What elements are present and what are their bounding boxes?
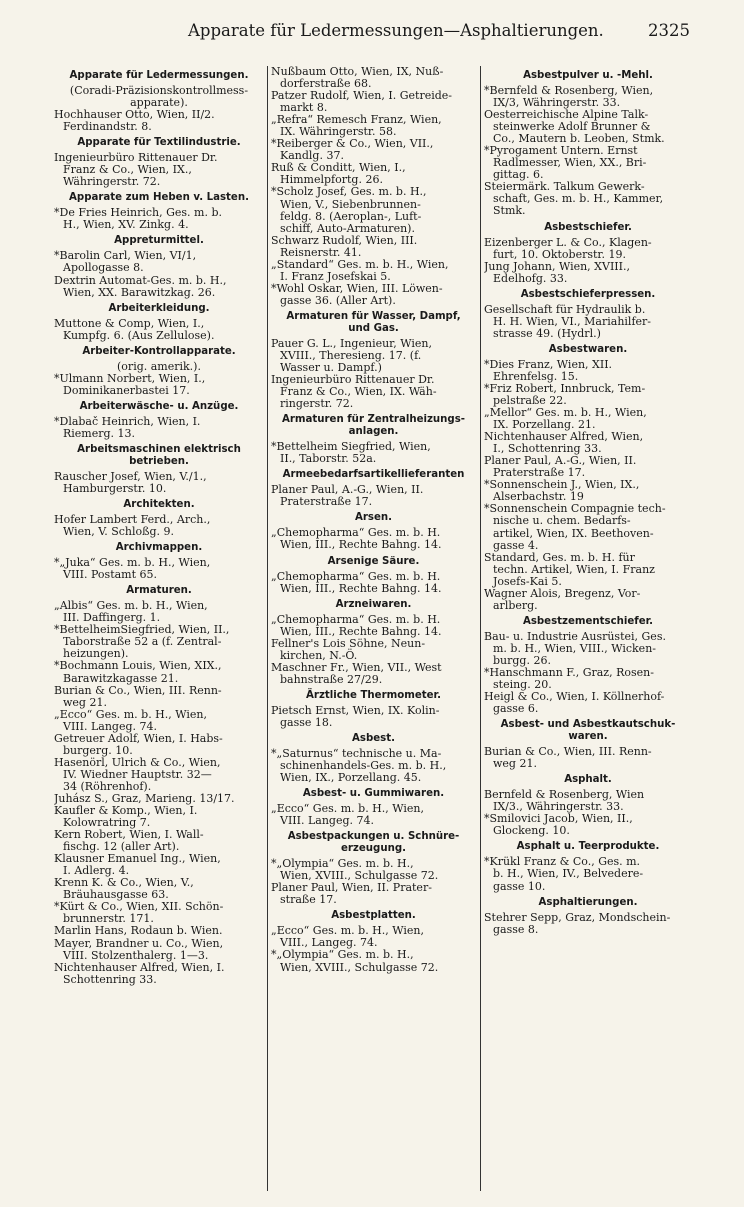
directory-entry: Pietsch Ernst, Wien, IX. Kolin- gasse 18. xyxy=(271,703,440,729)
directory-entry: Steiermärk. Talkum Gewerk- schaft, Ges. m. b. H., Kammer, Stmk. xyxy=(484,180,664,218)
section-heading: Apparate für Textilindustrie. xyxy=(77,137,241,149)
section-note: (Coradi-Präzisionskontrollmess- apparate). xyxy=(69,84,249,110)
running-title: Apparate für Ledermessungen—Asphaltierungen. xyxy=(188,21,604,40)
section-heading: Arbeiterwäsche- u. Anzüge. xyxy=(79,400,239,412)
directory-entry: „Chemopharma“ Ges. m. b. H. Wien, III., Rechte Bahng. 14. xyxy=(271,612,442,638)
section-heading: Arbeitsmaschinen elektrisch betrieben. xyxy=(77,443,241,467)
directory-entry: Planer Paul, A.-G., Wien, II. Praterstraße 17. xyxy=(484,454,637,480)
directory-entry: „Refra“ Remesch Franz, Wien, IX. Währingerstr. 58. xyxy=(271,113,442,139)
column-1 xyxy=(54,66,264,1191)
directory-entry: *„Juka“ Ges. m. b. H., Wien, VIII. Postamt 65. xyxy=(54,556,211,582)
section-heading: Arsenige Säure. xyxy=(327,555,420,567)
directory-entry: Dextrin Automat-Ges. m. b. H., Wien, XX. Barawitzkag. 26. xyxy=(54,273,227,299)
directory-entry: Nichtenhauser Alfred, Wien, I. Schottenring 33. xyxy=(54,960,225,986)
directory-entry: Ruß & Conditt, Wien, I., Himmelpfortg. 26. xyxy=(271,161,406,187)
directory-entry: „Albis“ Ges. m. b. H., Wien, III. Daffingerg. 1. xyxy=(54,599,208,625)
section-heading: Arzneiwaren. xyxy=(335,598,412,610)
directory-entry: *Dies Franz, Wien, XII. Ehrenfelsg. 15. xyxy=(484,357,613,383)
directory-entry: *Friz Robert, Innbruck, Tem- pelstraße 22. xyxy=(484,381,646,407)
directory-entry: *Sonnenschein Compagnie tech- nische u. chem. Bedarfs- artikel, Wien, IX. Beethoven- gasse 4. xyxy=(484,502,666,552)
section-heading: Arbeiter-Kontrollapparate. xyxy=(82,345,236,357)
directory-entry: Patzer Rudolf, Wien, I. Getreide- markt 8. xyxy=(271,89,452,115)
directory-entry: *Wohl Oskar, Wien, III. Löwen- gasse 36. (Aller Art). xyxy=(271,281,443,307)
directory-entry: Hofer Lambert Ferd., Arch., Wien, V. Schloßg. 9. xyxy=(54,513,211,539)
directory-entry: Burian & Co., Wien, III. Renn- weg 21. xyxy=(484,745,652,771)
directory-entry: Stehrer Sepp, Graz, Mondschein- gasse 8. xyxy=(484,910,671,936)
directory-entry: *Sonnenschein J., Wien, IX., Alserbachstr. 19 xyxy=(484,478,640,504)
section-heading: Asbestpulver u. -Mehl. xyxy=(523,70,653,81)
section-heading: Asbestpackungen u. Schnüre- erzeugung. xyxy=(287,831,460,855)
directory-entry: Krenn K. & Co., Wien, V., Bräuhausgasse 63. xyxy=(54,876,194,902)
directory-entry: „Ecco“ Ges. m. b. H., Wien, VIII., Langeg. 74. xyxy=(271,924,424,950)
column-2 xyxy=(271,66,476,1191)
directory-entry: Muttone & Comp, Wien, I., Kumpfg. 6. (Aus Zellulose). xyxy=(54,316,215,342)
directory-entry: *Krükl Franz & Co., Ges. m. b. H., Wien, IV., Belvedere- gasse 10. xyxy=(484,855,644,893)
directory-entry: Ingenieurbüro Rittenauer Dr. Franz & Co., Wien, IX., Währingerstr. 72. xyxy=(54,151,218,189)
section-heading: Armeebedarfsartikellieferanten xyxy=(282,469,465,481)
directory-entry: Pauer G. L., Ingenieur, Wien, XVIII., Theresieng. 17. (f. Wasser u. Dampf.) xyxy=(271,336,432,375)
directory-entry: Jung Johann, Wien, XVIII., Edelhofg. 33. xyxy=(484,259,630,285)
directory-entry: „Standard“ Ges. m. b. H., Wien, I. Franz Josefskai 5. xyxy=(271,257,449,283)
directory-entry: *Reiberger & Co., Wien, VII., Kandlg. 37. xyxy=(271,137,434,163)
page-number: 2325 xyxy=(648,21,690,40)
directory-entry: *Bettelheim Siegfried, Wien, II., Taborstr. 52a. xyxy=(271,440,431,466)
section-heading: Ärztliche Thermometer. xyxy=(306,689,441,701)
directory-entry: „Mellor“ Ges. m. b. H., Wien, IX. Porzellang. 21. xyxy=(484,406,647,432)
directory-entry: *Pyrogament Untern. Ernst Radlmesser, Wien, XX., Bri- gittag. 6. xyxy=(484,144,647,182)
directory-entry: Schwarz Rudolf, Wien, III. Reisnerstr. 41. xyxy=(271,233,418,259)
column-3 xyxy=(484,66,692,1191)
directory-entry: Fellner's Lois Söhne, Neun- kirchen, N.-Ö. xyxy=(271,636,426,662)
directory-entry: Nußbaum Otto, Wien, IX, Nuß- dorferstraße 68. xyxy=(271,66,444,91)
directory-entry: Heigl & Co., Wien, I. Köllnerhof- gasse 6. xyxy=(484,690,665,716)
directory-entry: Standard, Ges. m. b. H. für techn. Artikel, Wien, I. Franz Josefs-Kai 5. xyxy=(484,550,655,588)
directory-entry: Eizenberger L. & Co., Klagen- furt, 10. Oktoberstr. 19. xyxy=(484,235,652,261)
section-heading: Asphalt. xyxy=(564,774,612,786)
directory-entry: *Scholz Josef, Ges. m. b. H., Wien, V., Siebenbrunnen- feldg. 8. (Aeroplan-, Luft- schiff, Auto-Armaturen). xyxy=(271,185,427,235)
directory-entry: „Chemopharma“ Ges. m. b. H. Wien, III., Rechte Bahng. 14. xyxy=(271,569,442,595)
section-heading: Asbest- u. Gummiwaren. xyxy=(302,788,445,800)
section-heading: Asbestzementschiefer. xyxy=(522,615,654,627)
directory-entry: „Chemopharma“ Ges. m. b. H. Wien, III., Rechte Bahng. 14. xyxy=(271,526,442,552)
directory-entry: Kaufler & Komp., Wien, I. Kolowratring 7. xyxy=(54,804,198,830)
section-heading: Asbestwaren. xyxy=(548,343,628,355)
directory-entry: *De Fries Heinrich, Ges. m. b. H., Wien, XV. Zinkg. 4. xyxy=(54,206,223,232)
directory-entry: „Ecco“ Ges. m. b. H., Wien, VIII. Langeg. 74. xyxy=(54,707,207,733)
directory-entry: Hasenörl, Ulrich & Co., Wien, IV. Wiedner Hauptstr. 32— 34 (Röhrenhof). xyxy=(54,755,221,793)
directory-entry: Wagner Alois, Bregenz, Vor- arlberg. xyxy=(484,586,641,612)
directory-entry: Planer Paul, Wien, II. Prater- straße 17. xyxy=(271,881,432,907)
section-heading: Armaturen. xyxy=(126,585,192,597)
directory-entry: *„Olympia“ Ges. m. b. H., Wien, XVIII., Schulgasse 72. xyxy=(271,857,439,883)
directory-entry: *Bernfeld & Rosenberg, Wien, IX/3, Währingerstr. 33. xyxy=(484,84,654,110)
directory-entry: Oesterreichische Alpine Talk- steinwerke Adolf Brunner & Co., Mautern b. Leoben, Stmk. xyxy=(484,108,665,146)
section-heading: Armaturen für Wasser, Dampf, und Gas. xyxy=(286,310,461,334)
directory-entry: *„Olympia“ Ges. m. b. H., Wien, XVIII., Schulgasse 72. xyxy=(271,948,439,974)
directory-entry: Maschner Fr., Wien, VII., West bahnstraße 27/29. xyxy=(271,660,442,686)
column-divider xyxy=(267,66,268,1191)
section-heading: Asbestplatten. xyxy=(331,910,416,922)
column-divider xyxy=(480,66,481,1191)
directory-entry: Bau- u. Industrie Ausrüstei, Ges. m. b. H., Wien, VIII., Wicken- burgg. 26. xyxy=(484,629,666,667)
directory-entry: Hochhauser Otto, Wien, II/2. Ferdinandstr. 8. xyxy=(54,108,215,134)
directory-entry: Klausner Emanuel Ing., Wien, I. Adlerg. 4. xyxy=(54,852,221,878)
directory-entry: *Bochmann Louis, Wien, XIX., Barawitzkagasse 21. xyxy=(54,659,222,685)
section-heading: Apparate für Ledermessungen. xyxy=(69,70,249,81)
section-heading: Asphalt u. Teerprodukte. xyxy=(516,841,660,853)
directory-entry: *Ulmann Norbert, Wien, I., Dominikanerbastei 17. xyxy=(54,371,206,397)
directory-entry: *Kürt & Co., Wien, XII. Schön- brunnerstr. 171. xyxy=(54,900,224,926)
directory-entry: Getreuer Adolf, Wien, I. Habs- burgerg. 10. xyxy=(54,731,223,757)
directory-entry: *Smilovici Jacob, Wien, II., Glockeng. 10. xyxy=(484,812,633,838)
directory-entry: Bernfeld & Rosenberg, Wien IX/3., Währingerstr. 33. xyxy=(484,788,645,814)
section-heading: Architekten. xyxy=(123,499,195,511)
section-heading: Arbeiterkleidung. xyxy=(108,302,210,314)
directory-entry: *Dlabač Heinrich, Wien, I. Riemerg. 13. xyxy=(54,414,201,440)
section-heading: Armaturen für Zentralheizungs- anlagen. xyxy=(282,414,465,438)
section-note: (orig. amerik.). xyxy=(117,359,201,373)
directory-entry: *Barolin Carl, Wien, VI/1, Apollogasse 8. xyxy=(54,249,197,275)
directory-entry: Burian & Co., Wien, III. Renn- weg 21. xyxy=(54,683,222,709)
section-heading: Asbest. xyxy=(352,732,395,744)
directory-entry: Nichtenhauser Alfred, Wien, I., Schottenring 33. xyxy=(484,430,644,456)
directory-entry: Marlin Hans, Rodaun b. Wien. xyxy=(54,924,223,938)
directory-entry: „Ecco“ Ges. m. b. H., Wien, VIII. Langeg. 74. xyxy=(271,802,424,828)
section-heading: Apparate zum Heben v. Lasten. xyxy=(69,192,249,204)
section-heading: Appreturmittel. xyxy=(114,235,204,247)
directory-entry: *BettelheimSiegfried, Wien, II., Taborstraße 52 a (f. Zentral- heizungen). xyxy=(54,623,230,661)
section-heading: Arsen. xyxy=(354,512,392,524)
directory-entry: Planer Paul, A.-G., Wien, II. Praterstraße 17. xyxy=(271,483,424,509)
directory-entry: *„Saturnus“ technische u. Ma- schinenhandels-Ges. m. b. H., Wien, IX., Porzellang. 45. xyxy=(271,746,447,785)
directory-entry: Rauscher Josef, Wien, V./1., Hamburgerstr. 10. xyxy=(54,469,207,495)
section-heading: Asbest- und Asbestkautschuk- waren. xyxy=(500,719,676,743)
directory-entry: Gesellschaft für Hydraulik b. H. H. Wien, VI., Mariahilfer- strasse 49. (Hydrl.) xyxy=(484,302,652,340)
page-header xyxy=(60,20,690,42)
directory-entry: Kern Robert, Wien, I. Wall- fischg. 12 (aller Art). xyxy=(54,828,204,854)
section-heading: Asphaltierungen. xyxy=(538,896,638,908)
section-heading: Asbestschiefer. xyxy=(544,221,632,233)
directory-entry: Ingenieurbüro Rittenauer Dr. Franz & Co., Wien, IX. Wäh- ringerstr. 72. xyxy=(271,373,437,411)
section-heading: Asbestschieferpressen. xyxy=(520,288,656,300)
directory-entry: Juhász S., Graz, Marieng. 13/17. xyxy=(54,791,235,805)
section-heading: Archivmappen. xyxy=(115,542,203,554)
directory-entry: *Hanschmann F., Graz, Rosen- steing. 20. xyxy=(484,665,654,692)
directory-entry: Mayer, Brandner u. Co., Wien, VIII. Stolzenthalerg. 1—3. xyxy=(54,936,224,962)
